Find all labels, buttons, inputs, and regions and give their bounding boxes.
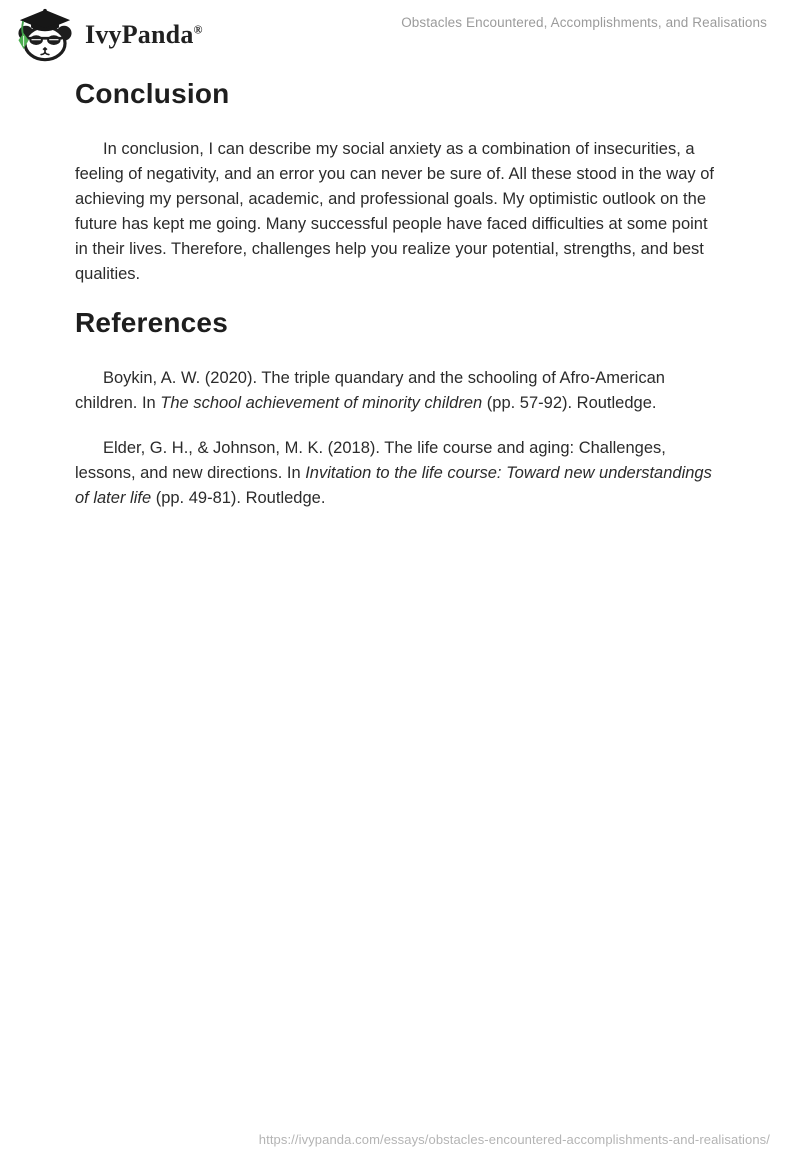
reference-text: (pp. 57-92). Routledge. [482,394,657,413]
brand-name-text: IvyPanda [85,20,194,49]
page-footer [259,1132,770,1147]
source-url: https://ivypanda.com/essays/obstacles-encountered-accomplishments-and-realisations/ [258,1132,770,1147]
conclusion-heading: Conclusion [75,78,230,109]
references-heading: References [75,307,228,339]
reference-item [75,436,720,511]
page-header [0,0,800,62]
reference-book-title: Invitation to the life course: Toward new understandings of later life [75,464,712,508]
reference-book-title: The school achievement of minority children [160,394,483,413]
document-title: Obstacles Encountered, Accomplishments, and Realisations [401,15,767,30]
essay-content [0,62,800,511]
brand [14,8,203,62]
conclusion-paragraph: In conclusion, I can describe my social anxiety as a combination of insecurities, a feeling of negativity, and an error you can never be sure of. All these stood in the way of achieving my personal, academic, and professional goals. My optimistic outlook on the future has kept me going. Many successful people have faced difficulties at some point in their lives. Therefore, challenges help you realize your potential, strengths, and best qualities. [75,140,714,284]
registered-trademark: ® [193,22,203,37]
reference-item [75,366,720,416]
panda-graduation-cap-icon [14,8,76,62]
brand-name [85,22,203,48]
reference-text: Elder, G. H., & Johnson, M. K. (2018). The life course and aging: Challenges, lessons, and new directions. In [75,439,666,483]
reference-text: (pp. 49-81). Routledge. [151,489,326,508]
reference-text: Boykin, A. W. (2020). The triple quandary and the schooling of Afro-American children. In [75,369,665,413]
